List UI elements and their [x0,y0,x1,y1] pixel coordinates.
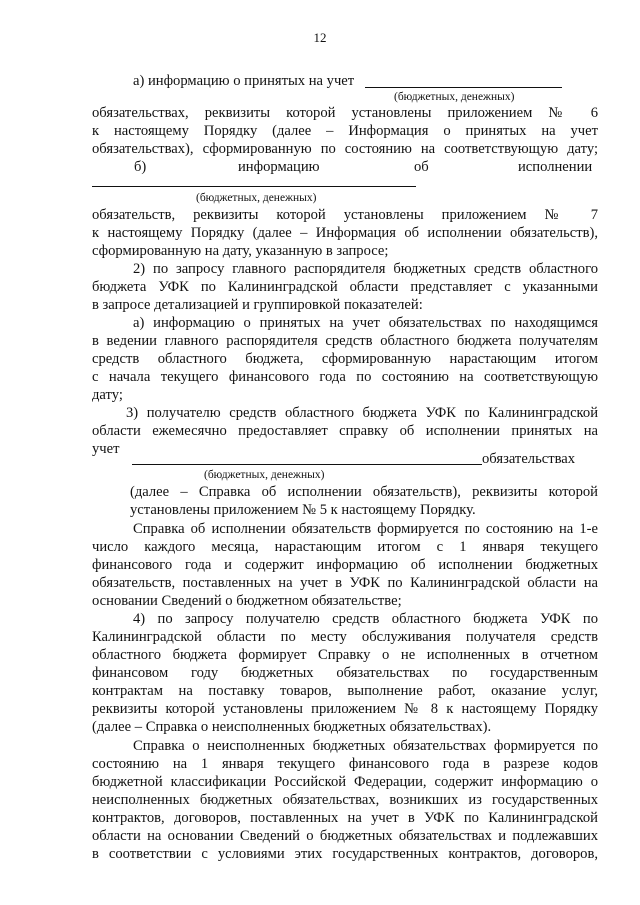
blank-underline [132,464,482,465]
text-line: контрактам на поставку товаров, выполнение работ, оказание услуг, [92,683,598,699]
text-line: состоянию на 1 января текущего финансового года в разрезе кодов [92,756,598,772]
underline-caption: (бюджетных, денежных) [394,91,515,103]
text-line: установлены приложением № 5 к настоящему Порядку. [130,502,476,518]
text-line: б) [134,159,147,175]
page-number: 12 [313,30,327,45]
text-line: 4) по запросу получателю средств областного бюджета УФК по [133,611,598,627]
text-line: информацию [238,159,320,175]
text-line: областного бюджета формирует Справку о не исполненных в отчетном [92,647,598,663]
text-line: в запросе детализацией и группировкой показателей: [92,297,423,313]
text-line: обязательств, поставленных на учет в УФК по Калининградской области на [92,575,598,591]
text-line: в ведении главного распорядителя средств областного бюджета получателям [92,333,598,349]
text-line: финансовом году бюджетных обязательствах по государственным [92,665,598,681]
text-line: число каждого месяца, нарастающим итогом с 1 января текущего [92,539,598,555]
underline-caption: (бюджетных, денежных) [196,192,317,204]
text-line: обязательствах, реквизиты которой установлены приложением № 6 [92,105,598,121]
text-line: к настоящему Порядку (далее – Информация об исполнении обязательств), [92,225,598,241]
blank-underline [92,186,416,187]
text-line: исполнении [518,159,593,175]
text-line: сформированную на дату, указанную в запросе; [92,243,389,259]
text-line: в соответствии с условиями этих государственных контрактов, договоров, [92,846,598,862]
text-line: (далее – Справка о неисполненных бюджетных обязательствах). [92,719,492,735]
text-line: обязательствах), сформированную по состоянию на соответствующую дату; [92,141,598,157]
underline-caption: (бюджетных, денежных) [204,469,325,481]
text-line: области на основании Сведений о бюджетных обязательствах и подлежавших [92,828,598,844]
text-line: реквизиты которой установлены приложением № 8 к настоящему Порядку [92,701,598,717]
text-line: Калининградской области по месту обслуживания получателя средств [92,629,598,645]
text-line: а) информацию о принятых на учет [133,73,355,89]
text-line: 2) по запросу главного распорядителя бюджетных средств областного [133,261,598,277]
text-line: Справка о неисполненных бюджетных обязательствах формируется по [133,738,598,754]
text-line: 3) получателю средств областного бюджета УФК по Калининградской [126,405,598,421]
text-line: (далее – Справка об исполнении обязательств), реквизиты которой [130,484,598,500]
text-line: неисполненных бюджетных обязательствах, возникших из государственных [92,792,598,808]
text-line: дату; [92,387,123,403]
text-line: к настоящему Порядку (далее – Информация о принятых на учет [92,123,598,139]
text-line: обязательств, реквизиты которой установлены приложением № 7 [92,207,598,223]
text-line: обязательствах [482,451,576,467]
text-line: области ежемесячно предоставляет справку об исполнении принятых на [92,423,598,439]
text-line: финансового года и содержит информацию об исполнении бюджетных [92,557,598,573]
text-line: бюджетной классификации Российской Федерации, содержит информацию о [92,774,598,790]
text-line: Справка об исполнении обязательств формируется по состоянию на 1-е [133,521,598,537]
text-line: а) информацию о принятых на учет обязательствах по находящимся [133,315,598,331]
text-line: контрактов, договоров, поставленных на учет в УФК по Калининградской [92,810,598,826]
text-line: об [414,159,429,175]
text-line: средств областного бюджета, сформированную нарастающим итогом [92,351,598,367]
text-line: бюджета УФК по Калининградской области представляет с указанными [92,279,598,295]
blank-underline [365,87,562,88]
text-line: основании Сведений о бюджетном обязательстве; [92,593,402,609]
text-line: с начала текущего финансового года по состоянию на соответствующую [92,369,598,385]
text-line: учет [92,441,120,457]
